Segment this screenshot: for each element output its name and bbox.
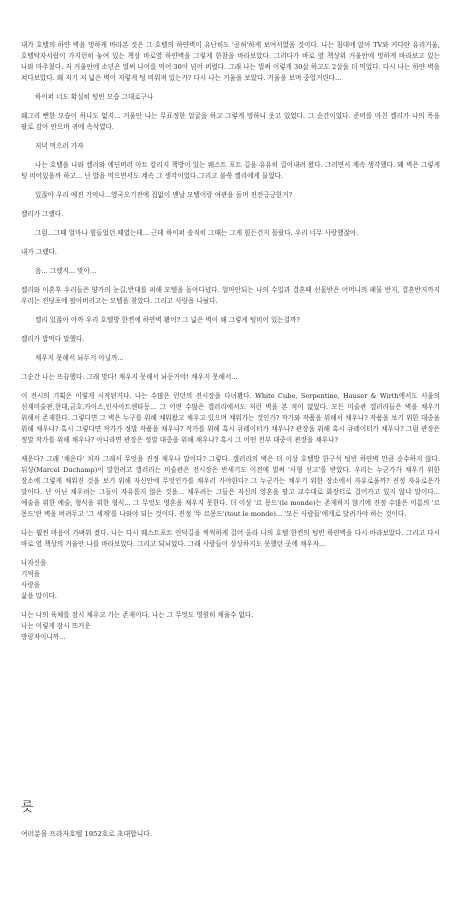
paragraph: 내가 그랬다. <box>21 248 57 256</box>
paragraph: 왜그리 뻔한 모습이 하나도 없지... 거울안 나는 무표정한 얼굴을 하고 그렇게 멍하니 웃고 있었다. 그 순간이었다. 준비를 마친 켈리가 나의 목을 팔로 감아 안으며 귀에 속삭였다. <box>21 112 440 131</box>
final-paragraph: 나는 나의 육체를 잠시 채우고 가는 존재이다. 나는 그 무엇도 영원히 채울수 없다. <box>21 611 254 619</box>
paragraph: 하이퍼 너도 확실히 텅빈 모습 그대로구나 <box>35 93 154 101</box>
paragraph: 켈리 있잖아 아까 우리 호텔방 한켠에 하얀벽 봤어? 그 넓은 벽이 왜 그렇게 텅비어 있는걸까? <box>35 316 300 324</box>
final-line: 방랑자이니까... <box>21 633 66 641</box>
paragraph: 그순간 나는 뜨끔했다. 그래 맞다! 채우지 못해서 놔둔거야! 채우지 못해서... <box>21 373 238 381</box>
final-stanza <box>21 610 440 643</box>
paragraph: 켈리가 그랬다. <box>21 210 64 218</box>
poem-line: 삶을 말이다. <box>21 592 57 600</box>
paragraph: 이 전시의 기획은 이렇게 시작된거다. 나는 수많은 런던의 전시장을 다녀봤다. White Cube, Serpentine, Hauser & Wirth에서도 서울의 선재미술관,현대,금호,카이스,인사아트센타등... 그 어떤 수많은 갤러리에서도 저런 벽을 본 적이 없었다. 모든 미술관 갤러리들은 벽을 채우기 위해서 존재한다. 그렇다면 그 벽은 누구를 위해 채워왔고 채우고 있으며 채워가는 것인가? 작가와 작품을 위해서 채우나? 작품을 보기 위한 대중을 위해 채우나? 혹시 그렇다면 작가가 정말 작품을 채우나? 작가를 위해 혹시 큐레이터가 채우나? 관장을 위해 혹시 큐레이터가 채우나? 그럼 관장은 정말 작가를 위해 채우나? 아니라면 관장은 정말 대중을 위해 채우나? 혹시 그 어떤 전부 대중이 관장을 채우나? <box>21 392 440 444</box>
poem-line: 나자신을 <box>21 559 47 567</box>
paragraph: 음... 그랬지... 맞아... <box>35 267 97 275</box>
paragraph: 나는 호텔을 나와 켈리와 에딘버러 아트 칼리지 책방이 있는 웨스트 포트 길을 유유히 걸어내려 왔다. 그러면서 계속 생각했다. 왜 벽은 그렇게 텅 비어있을까 하고... 난 밥을 먹으면서도 계속 그 생각이었다.그리고 불쑥 켈리에게 물었다. <box>21 161 440 180</box>
essay-body <box>21 40 440 550</box>
section-mark: 릇 <box>21 800 34 815</box>
closing-invitation: 여러분을 프라자호텔 1952호로 초대합니다. <box>21 830 152 838</box>
paragraph: 그럼...그때 얼마나 힘들었던 때였는데... 근데 하이퍼 솔직히 그때는 그게 힘든건지 몰랐다. 우리 너무 사랑했잖아. <box>35 229 359 237</box>
paragraph: 켈리가 밥먹다 말했다. <box>21 335 85 343</box>
paragraph: 내가 호텔의 하얀 벽을 멍하게 바라본 것은 그 호텔의 하얀벽이 유난히도 '공허'하게 보여서였을 것이다. 나는 침대에 앉아 TV와 커다란 유리거울, 호텔탁자서랍이 가지런히 놓여 있는 책상 바로옆 하얀벽을 그렇게 한참을 바라보았다. 그러다가 바로 옆 책상위 거울안에 멍하게 바라보고 있는 나와 마주쳤다. 저 거울안에 소년은 벌써 나이를 먹어 30이 넘어 버렸다. 그래 나는 벌써 이렇게 30살 하고도 2살을 더 먹었다. 다시 나는 하얀 벽을 쳐다보았다. 왜 저기 저 넓은 벽이 저렇게 텅 비워져 있는가? 다시 나는 거울을 보았다. 거울을 보며 중얼거린다... <box>21 41 440 82</box>
paragraph: 나는 훨씬 마음이 가벼워 졌다. 나는 다시 웨스트포트 언덕길을 씩씩하게 걸어 올라 나의 호텔 한켠의 텅빈 하얀벽을 다시 바라보았다. 그리고 다시 바로 옆 책상의 거울안 나를 바라보았다. 그리고 되뇌었다. 그래 사람들이 상상하지도 못했던 곳에 채우자... <box>21 529 440 548</box>
poem-line: 기억을 <box>21 570 41 578</box>
final-line: 나는 이렇게 잠시 뜨거운 <box>21 622 91 630</box>
paragraph: 채운다? 그래 '채운다' 치자 그래서 무엇을 진정 채우나 말이다? 그렇다. 갤러리의 벽은 더 이상 호텔방 한구석 텅빈 하얀벽 만큼 순수하지 않다. 뒤샹(Marcel Duchamp)이 말헌려고 갤러리는 미술관은 전시장은 반세기도 이전에 벌써 '사형 선고'를 받았다. 우리는 누군가가 채우기 위한 장소에 그렇게 채워진 것을 보기 위해 자신안에 무엇인가를 채우러 가야한다? 그 누군가는 채우기 위한 장소에서 자유로울까? 진정 자유로운가 말이다. 난 아닌 채우려는 그들이 자유롭지 않은 것을... 채우려는 그들은 자신의 영혼을 팔고 교수대로 화장터로 걸어가고 있지 않냐 말이다... 예술을 위한 예술, 형식을 위한 형식... 그 무엇도 영혼을 채우지 못한다. 더 이상 '르 몽드'(le monde)는 존재하지 않기에 진정 수많은 이름의 '르 몽드'란 벽을 버려두고 '그 세계'를 나와야 되는 것이다. 진정 '뚜 르몽드'(tout le monde)... '모든 사람들'에게로 달려가야 하는 것이다. <box>21 455 440 518</box>
poem-line: 사랑을 <box>21 581 41 589</box>
paragraph: 켈리와 이혼후 우리들은 양가의 눈길,반대를 피해 모텔을 돌아다녔다. 얼마안되는 나의 수입과 결혼때 선물받은 어머니의 패물 반지, 결혼반지까지 우리는 전당포에 팔아버리고는 모텔을 찾았다. 그리고 사랑을 나눴다. <box>21 286 440 305</box>
paragraph: 채우지 못해서 놔두거 아닐까... <box>35 354 124 362</box>
paragraph: 있잖아 우리 예전 기억나...영국오기전에 집없이 맨날 모텔이랑 여관을 돌며 전전긍긍한거? <box>35 191 293 199</box>
paragraph: 저녁 먹으러 가자 <box>35 142 84 150</box>
poem-stanza <box>21 558 440 602</box>
